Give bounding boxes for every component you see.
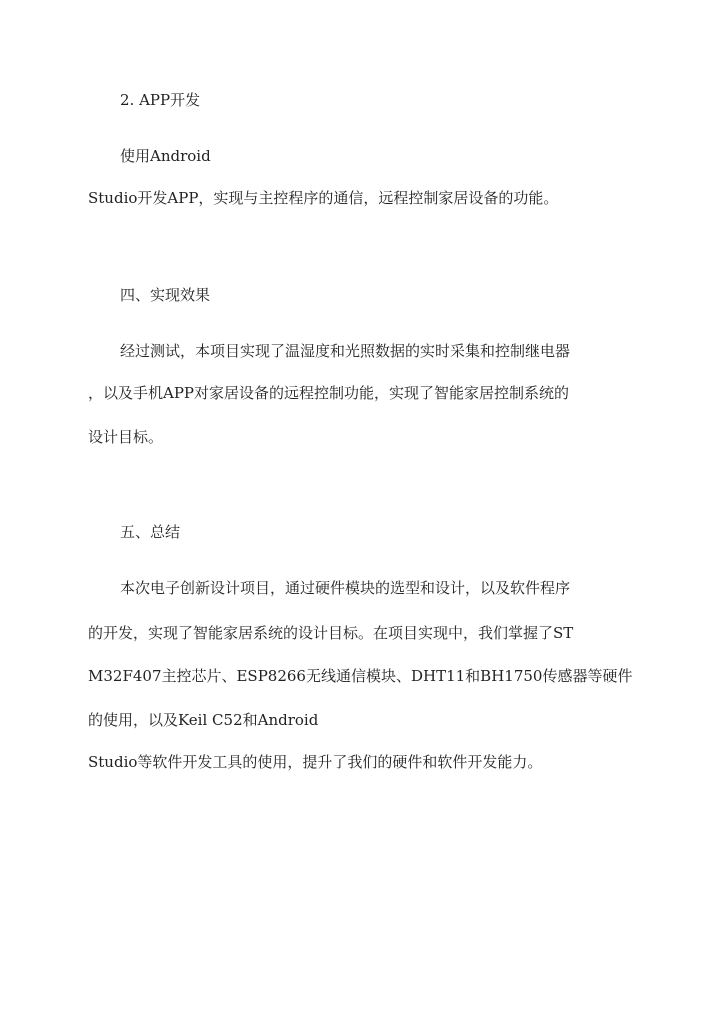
paragraph-line: Studio开发APP，实现与主控程序的通信，远程控制家居设备的功能。 (88, 189, 559, 207)
paragraph-line: 设计目标。 (88, 428, 164, 446)
section-heading-summary: 五、总结 (120, 523, 181, 541)
paragraph-line: 本次电子创新设计项目，通过硬件模块的选型和设计，以及软件程序 (120, 579, 571, 597)
paragraph-line: 的开发，实现了智能家居系统的设计目标。在项目实现中，我们掌握了ST (88, 624, 574, 642)
paragraph-line: 经过测试，本项目实现了温湿度和光照数据的实时采集和控制继电器 (120, 342, 571, 360)
paragraph-line: ，以及手机APP对家居设备的远程控制功能，实现了智能家居控制系统的 (88, 384, 570, 402)
section-heading-app-development: 2. APP开发 (120, 91, 201, 109)
paragraph-line: 的使用，以及Keil C52和Android (88, 711, 319, 729)
paragraph-line: Studio等软件开发工具的使用，提升了我们的硬件和软件开发能力。 (88, 753, 543, 771)
section-heading-results: 四、实现效果 (120, 286, 211, 304)
paragraph-line: 使用Android (120, 147, 211, 165)
paragraph-line: M32F407主控芯片、ESP8266无线通信模块、DHT11和BH1750传感器等硬件 (88, 667, 633, 685)
